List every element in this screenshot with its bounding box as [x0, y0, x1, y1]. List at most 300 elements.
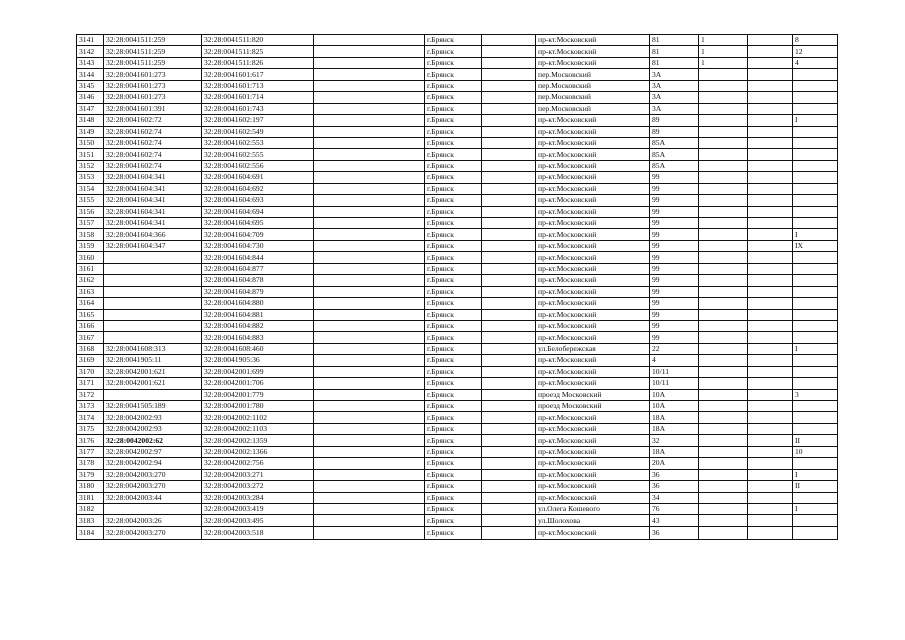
street-cell: пр-кт.Московский	[536, 35, 650, 46]
building-number-cell	[699, 481, 748, 492]
building-number-cell: 1	[699, 57, 748, 68]
house-number-cell: 18А	[650, 446, 699, 457]
object-number-cell: 32:28:0042003:419	[202, 503, 314, 514]
house-number-cell: 99	[650, 195, 699, 206]
apartment-cell: 8	[793, 35, 838, 46]
empty-cell	[314, 412, 425, 423]
object-number-cell: 32:28:0041608:460	[202, 343, 314, 354]
empty-cell	[482, 412, 536, 423]
street-cell: пр-кт.Московский	[536, 149, 650, 160]
row-number-cell: 3142	[77, 46, 104, 57]
empty-cell	[482, 481, 536, 492]
empty-cell	[748, 526, 793, 539]
city-cell: г.Брянск	[425, 46, 482, 57]
table-row	[77, 458, 838, 469]
row-number-cell: 3162	[77, 275, 104, 286]
row-number-cell: 3152	[77, 160, 104, 171]
object-number-cell: 32:28:0041604:694	[202, 206, 314, 217]
city-cell: г.Брянск	[425, 401, 482, 412]
apartment-cell	[793, 69, 838, 80]
building-number-cell	[699, 252, 748, 263]
cadastral-number-cell: 32:28:0041602:74	[104, 160, 202, 171]
row-number-cell: 3174	[77, 412, 104, 423]
table-row	[77, 515, 838, 526]
row-number-cell: 3155	[77, 195, 104, 206]
empty-cell	[314, 378, 425, 389]
street-cell: пр-кт.Московский	[536, 137, 650, 148]
building-number-cell	[699, 412, 748, 423]
city-cell: г.Брянск	[425, 378, 482, 389]
row-number-cell: 3149	[77, 126, 104, 137]
row-number-cell: 3159	[77, 240, 104, 251]
empty-cell	[314, 492, 425, 503]
street-cell: пр-кт.Московский	[536, 252, 650, 263]
city-cell: г.Брянск	[425, 332, 482, 343]
house-number-cell: 81	[650, 35, 699, 46]
object-number-cell: 32:28:0042001:706	[202, 378, 314, 389]
empty-cell	[748, 355, 793, 366]
street-cell: пр-кт.Московский	[536, 309, 650, 320]
cadastral-number-cell: 32:28:0041604:341	[104, 172, 202, 183]
object-number-cell: 32:28:0041601:617	[202, 69, 314, 80]
cadastral-number-cell: 32:28:0041905:11	[104, 355, 202, 366]
empty-cell	[748, 435, 793, 446]
apartment-cell	[793, 423, 838, 434]
street-cell: пер.Московский	[536, 92, 650, 103]
city-cell: г.Брянск	[425, 115, 482, 126]
empty-cell	[748, 389, 793, 400]
building-number-cell	[699, 263, 748, 274]
house-number-cell: 99	[650, 332, 699, 343]
street-cell: ул.Олега Кошевого	[536, 503, 650, 514]
row-number-cell: 3160	[77, 252, 104, 263]
house-number-cell: 10А	[650, 401, 699, 412]
empty-cell	[314, 389, 425, 400]
house-number-cell: 22	[650, 343, 699, 354]
object-number-cell: 32:28:0041601:713	[202, 80, 314, 91]
house-number-cell: 4	[650, 355, 699, 366]
apartment-cell	[793, 355, 838, 366]
building-number-cell	[699, 183, 748, 194]
building-number-cell: 1	[699, 35, 748, 46]
cadastral-number-cell: 32:28:0042002:93	[104, 412, 202, 423]
building-number-cell	[699, 401, 748, 412]
empty-cell	[482, 320, 536, 331]
city-cell: г.Брянск	[425, 389, 482, 400]
city-cell: г.Брянск	[425, 435, 482, 446]
empty-cell	[314, 115, 425, 126]
building-number-cell	[699, 389, 748, 400]
row-number-cell: 3164	[77, 298, 104, 309]
empty-cell	[314, 275, 425, 286]
empty-cell	[748, 35, 793, 46]
object-number-cell: 32:28:0041604:844	[202, 252, 314, 263]
empty-cell	[314, 149, 425, 160]
object-number-cell: 32:28:0042003:271	[202, 469, 314, 480]
table-row	[77, 446, 838, 457]
house-number-cell: 76	[650, 503, 699, 514]
building-number-cell	[699, 343, 748, 354]
building-number-cell	[699, 149, 748, 160]
city-cell: г.Брянск	[425, 80, 482, 91]
object-number-cell: 32:28:0041602:549	[202, 126, 314, 137]
street-cell: пр-кт.Московский	[536, 57, 650, 68]
city-cell: г.Брянск	[425, 526, 482, 539]
object-number-cell: 32:28:0041604:883	[202, 332, 314, 343]
row-number-cell: 3166	[77, 320, 104, 331]
city-cell: г.Брянск	[425, 240, 482, 251]
row-number-cell: 3172	[77, 389, 104, 400]
building-number-cell	[699, 137, 748, 148]
street-cell: пр-кт.Московский	[536, 263, 650, 274]
building-number-cell	[699, 469, 748, 480]
street-cell: пр-кт.Московский	[536, 366, 650, 377]
cadastral-number-cell: 32:28:0041604:347	[104, 240, 202, 251]
apartment-cell	[793, 458, 838, 469]
empty-cell	[748, 69, 793, 80]
table-row	[77, 503, 838, 514]
empty-cell	[748, 481, 793, 492]
apartment-cell	[793, 263, 838, 274]
city-cell: г.Брянск	[425, 126, 482, 137]
empty-cell	[482, 515, 536, 526]
cadastral-number-cell: 32:28:0041602:74	[104, 149, 202, 160]
table-row	[77, 35, 838, 46]
house-number-cell: 85А	[650, 160, 699, 171]
empty-cell	[482, 401, 536, 412]
table-row	[77, 115, 838, 126]
table-row	[77, 137, 838, 148]
object-number-cell: 32:28:0041511:820	[202, 35, 314, 46]
building-number-cell	[699, 80, 748, 91]
street-cell: пр-кт.Московский	[536, 332, 650, 343]
cadastral-number-cell: 32:28:0042002:94	[104, 458, 202, 469]
empty-cell	[314, 183, 425, 194]
house-number-cell: 18А	[650, 412, 699, 423]
apartment-cell: 3	[793, 389, 838, 400]
empty-cell	[748, 92, 793, 103]
empty-cell	[314, 446, 425, 457]
empty-cell	[314, 103, 425, 114]
object-number-cell: 32:28:0041604:880	[202, 298, 314, 309]
house-number-cell: 3А	[650, 69, 699, 80]
empty-cell	[748, 492, 793, 503]
empty-cell	[482, 160, 536, 171]
empty-cell	[314, 252, 425, 263]
row-number-cell: 3176	[77, 435, 104, 446]
empty-cell	[482, 69, 536, 80]
house-number-cell: 36	[650, 469, 699, 480]
street-cell: пр-кт.Московский	[536, 423, 650, 434]
street-cell: пр-кт.Московский	[536, 195, 650, 206]
empty-cell	[482, 172, 536, 183]
empty-cell	[748, 412, 793, 423]
row-number-cell: 3184	[77, 526, 104, 539]
empty-cell	[748, 320, 793, 331]
city-cell: г.Брянск	[425, 149, 482, 160]
empty-cell	[748, 298, 793, 309]
object-number-cell: 32:28:0041602:197	[202, 115, 314, 126]
empty-cell	[314, 298, 425, 309]
table-row	[77, 332, 838, 343]
cadastral-number-cell: 32:28:0041604:341	[104, 183, 202, 194]
apartment-cell	[793, 298, 838, 309]
object-number-cell: 32:28:0041602:555	[202, 149, 314, 160]
empty-cell	[482, 206, 536, 217]
empty-cell	[482, 80, 536, 91]
building-number-cell	[699, 526, 748, 539]
house-number-cell: 99	[650, 252, 699, 263]
object-number-cell: 32:28:0042003:495	[202, 515, 314, 526]
city-cell: г.Брянск	[425, 309, 482, 320]
building-number-cell	[699, 435, 748, 446]
building-number-cell	[699, 446, 748, 457]
city-cell: г.Брянск	[425, 423, 482, 434]
cadastral-number-cell: 32:28:0041604:341	[104, 195, 202, 206]
row-number-cell: 3161	[77, 263, 104, 274]
building-number-cell: 1	[699, 46, 748, 57]
empty-cell	[314, 46, 425, 57]
table-row	[77, 355, 838, 366]
apartment-cell	[793, 149, 838, 160]
street-cell: ул.Шолохова	[536, 515, 650, 526]
row-number-cell: 3145	[77, 80, 104, 91]
cadastral-number-cell	[104, 389, 202, 400]
city-cell: г.Брянск	[425, 229, 482, 240]
row-number-cell: 3148	[77, 115, 104, 126]
apartment-cell	[793, 126, 838, 137]
street-cell: пр-кт.Московский	[536, 298, 650, 309]
building-number-cell	[699, 320, 748, 331]
street-cell: пр-кт.Московский	[536, 46, 650, 57]
building-number-cell	[699, 126, 748, 137]
cadastral-number-cell	[104, 252, 202, 263]
cadastral-number-cell: 32:28:0041604:341	[104, 218, 202, 229]
empty-cell	[748, 57, 793, 68]
object-number-cell: 32:28:0042003:518	[202, 526, 314, 539]
empty-cell	[748, 115, 793, 126]
city-cell: г.Брянск	[425, 446, 482, 457]
object-number-cell: 32:28:0041602:553	[202, 137, 314, 148]
object-number-cell: 32:28:0041601:714	[202, 92, 314, 103]
empty-cell	[314, 481, 425, 492]
empty-cell	[748, 332, 793, 343]
cadastral-number-cell: 32:28:0042003:270	[104, 526, 202, 539]
cadastral-number-cell: 32:28:0042003:26	[104, 515, 202, 526]
building-number-cell	[699, 160, 748, 171]
table-row	[77, 252, 838, 263]
apartment-cell	[793, 275, 838, 286]
street-cell: пр-кт.Московский	[536, 526, 650, 539]
apartment-cell	[793, 492, 838, 503]
building-number-cell	[699, 492, 748, 503]
cadastral-number-cell: 32:28:0041602:72	[104, 115, 202, 126]
empty-cell	[314, 469, 425, 480]
object-number-cell: 32:28:0041604:709	[202, 229, 314, 240]
table-row	[77, 103, 838, 114]
apartment-cell: I	[793, 115, 838, 126]
object-number-cell: 32:28:0041604:730	[202, 240, 314, 251]
row-number-cell: 3141	[77, 35, 104, 46]
table-row	[77, 126, 838, 137]
street-cell: пр-кт.Московский	[536, 218, 650, 229]
house-number-cell: 99	[650, 218, 699, 229]
empty-cell	[748, 343, 793, 354]
empty-cell	[314, 435, 425, 446]
building-number-cell	[699, 172, 748, 183]
apartment-cell: IX	[793, 240, 838, 251]
apartment-cell: 12	[793, 46, 838, 57]
empty-cell	[314, 126, 425, 137]
cadastral-number-cell: 32:28:0041601:273	[104, 69, 202, 80]
building-number-cell	[699, 115, 748, 126]
row-number-cell: 3158	[77, 229, 104, 240]
house-number-cell: 89	[650, 115, 699, 126]
empty-cell	[748, 46, 793, 57]
empty-cell	[748, 252, 793, 263]
table-row	[77, 435, 838, 446]
city-cell: г.Брянск	[425, 263, 482, 274]
object-number-cell: 32:28:0041511:825	[202, 46, 314, 57]
object-number-cell: 32:28:0041601:743	[202, 103, 314, 114]
house-number-cell: 99	[650, 172, 699, 183]
empty-cell	[314, 503, 425, 514]
cadastral-number-cell: 32:28:0042001:621	[104, 378, 202, 389]
table-row	[77, 195, 838, 206]
cadastral-number-cell: 32:28:0041601:391	[104, 103, 202, 114]
empty-cell	[314, 401, 425, 412]
city-cell: г.Брянск	[425, 492, 482, 503]
cadastral-number-cell	[104, 320, 202, 331]
table-row	[77, 469, 838, 480]
city-cell: г.Брянск	[425, 252, 482, 263]
empty-cell	[314, 137, 425, 148]
row-number-cell: 3181	[77, 492, 104, 503]
empty-cell	[748, 183, 793, 194]
house-number-cell: 99	[650, 240, 699, 251]
apartment-cell	[793, 366, 838, 377]
empty-cell	[314, 263, 425, 274]
cadastral-number-cell: 32:28:0041505:189	[104, 401, 202, 412]
house-number-cell: 43	[650, 515, 699, 526]
empty-cell	[748, 229, 793, 240]
row-number-cell: 3146	[77, 92, 104, 103]
empty-cell	[482, 458, 536, 469]
apartment-cell	[793, 172, 838, 183]
empty-cell	[314, 92, 425, 103]
empty-cell	[314, 309, 425, 320]
apartment-cell	[793, 195, 838, 206]
apartment-cell	[793, 103, 838, 114]
row-number-cell: 3173	[77, 401, 104, 412]
cadastral-number-cell: 32:28:0041511:259	[104, 46, 202, 57]
object-number-cell: 32:28:0042001:779	[202, 389, 314, 400]
city-cell: г.Брянск	[425, 35, 482, 46]
empty-cell	[748, 80, 793, 91]
building-number-cell	[699, 206, 748, 217]
cadastral-number-cell: 32:28:0041601:273	[104, 92, 202, 103]
empty-cell	[482, 126, 536, 137]
cadastral-number-cell: 32:28:0042002:93	[104, 423, 202, 434]
empty-cell	[314, 515, 425, 526]
house-number-cell: 34	[650, 492, 699, 503]
house-number-cell: 81	[650, 46, 699, 57]
street-cell: пр-кт.Московский	[536, 320, 650, 331]
house-number-cell: 10/11	[650, 378, 699, 389]
house-number-cell: 3А	[650, 92, 699, 103]
city-cell: г.Брянск	[425, 286, 482, 297]
house-number-cell: 32	[650, 435, 699, 446]
building-number-cell	[699, 103, 748, 114]
city-cell: г.Брянск	[425, 355, 482, 366]
empty-cell	[314, 332, 425, 343]
empty-cell	[482, 309, 536, 320]
table-row	[77, 412, 838, 423]
row-number-cell: 3165	[77, 309, 104, 320]
row-number-cell: 3163	[77, 286, 104, 297]
street-cell: пр-кт.Московский	[536, 126, 650, 137]
city-cell: г.Брянск	[425, 103, 482, 114]
empty-cell	[748, 103, 793, 114]
city-cell: г.Брянск	[425, 172, 482, 183]
apartment-cell: 4	[793, 57, 838, 68]
city-cell: г.Брянск	[425, 57, 482, 68]
empty-cell	[482, 263, 536, 274]
house-number-cell: 99	[650, 183, 699, 194]
cadastral-number-cell: 32:28:0041602:74	[104, 137, 202, 148]
object-number-cell: 32:28:0041604:692	[202, 183, 314, 194]
cadastral-number-cell: 32:28:0042003:44	[104, 492, 202, 503]
table-row	[77, 389, 838, 400]
table-row	[77, 46, 838, 57]
empty-cell	[748, 458, 793, 469]
empty-cell	[314, 366, 425, 377]
cadastral-number-cell: 32:28:0042002:97	[104, 446, 202, 457]
object-number-cell: 32:28:0041511:826	[202, 57, 314, 68]
apartment-cell	[793, 309, 838, 320]
apartment-cell: I	[793, 469, 838, 480]
house-number-cell: 99	[650, 286, 699, 297]
empty-cell	[482, 92, 536, 103]
building-number-cell	[699, 332, 748, 343]
empty-cell	[482, 503, 536, 514]
row-number-cell: 3169	[77, 355, 104, 366]
cadastral-number-cell: 32:28:0041601:273	[104, 80, 202, 91]
apartment-cell	[793, 526, 838, 539]
empty-cell	[314, 69, 425, 80]
object-number-cell: 32:28:0041604:877	[202, 263, 314, 274]
table-row	[77, 378, 838, 389]
city-cell: г.Брянск	[425, 320, 482, 331]
building-number-cell	[699, 92, 748, 103]
empty-cell	[482, 366, 536, 377]
object-number-cell: 32:28:0041604:691	[202, 172, 314, 183]
empty-cell	[314, 320, 425, 331]
building-number-cell	[699, 309, 748, 320]
empty-cell	[482, 492, 536, 503]
street-cell: ул.Белобережская	[536, 343, 650, 354]
street-cell: пр-кт.Московский	[536, 115, 650, 126]
empty-cell	[314, 458, 425, 469]
table-row	[77, 80, 838, 91]
city-cell: г.Брянск	[425, 503, 482, 514]
building-number-cell	[699, 458, 748, 469]
table-row	[77, 298, 838, 309]
cadastral-number-cell	[104, 286, 202, 297]
empty-cell	[482, 252, 536, 263]
building-number-cell	[699, 503, 748, 514]
object-number-cell: 32:28:0041604:878	[202, 275, 314, 286]
